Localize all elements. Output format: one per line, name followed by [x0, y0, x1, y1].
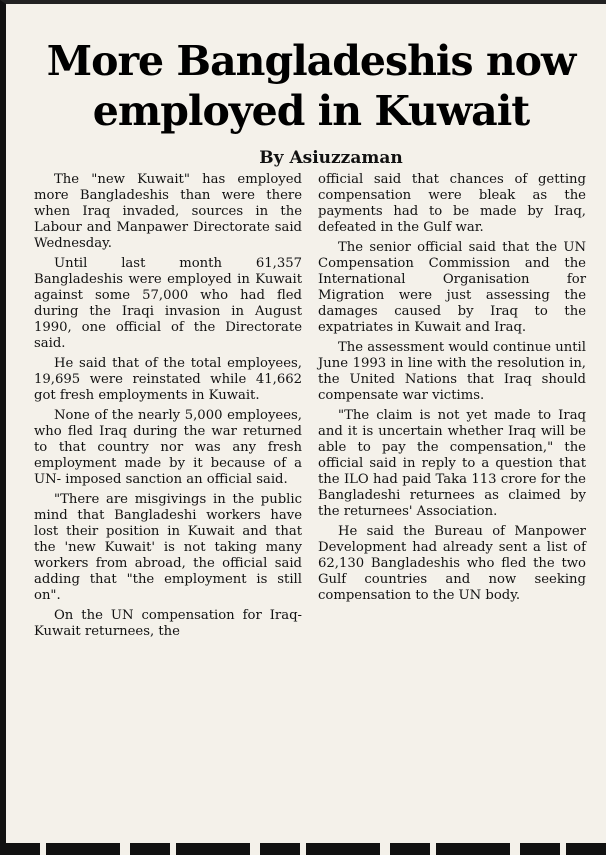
paragraph: On the UN compensation for Iraq-Kuwait returnees, the: [34, 608, 302, 639]
paragraph: The "new Kuwait" has employed more Bangladeshis than were there when Iraq invaded, sources in the Labour and Manpawer Directorate said Wednesday.: [34, 172, 302, 251]
paragraph: Until last month 61,357 Bangladeshis were employed in Kuwait against some 57,000 who had fled during the Iraqi invasion in August 1990, one official of the Directorate said.: [34, 256, 302, 351]
paragraph: The senior official said that the UN Compensation Commission and the International Organisation for Migration were just assessing the damages caused by Iraq to the expatriates in Kuwait and Iraq.: [318, 240, 586, 335]
byline: By Asiuzzaman: [259, 148, 403, 168]
column-right: [318, 172, 586, 644]
column-left: [34, 172, 302, 644]
paragraph: "There are misgivings in the public mind that Bangladeshi workers have lost their position in Kuwait and that the 'new Kuwait' is not taking many workers from abroad, the official said adding that "the employment is still on".: [34, 492, 302, 603]
paragraph: None of the nearly 5,000 employees, who fled Iraq during the war returned to that country nor was any fresh employment made by it because of a UN- imposed sanction an official said.: [34, 408, 302, 487]
next-article-headline-fragment: [0, 843, 606, 855]
headline: More Bangladeshis now employed in Kuwait: [46, 37, 576, 135]
paragraph: "The claim is not yet made to Iraq and it is uncertain whether Iraq will be able to pay the compensation," the official said in reply to a question that the ILO had paid Taka 113 crore for the Bangladeshi returnees as claimed by the returnees' Association.: [318, 408, 586, 519]
paragraph: The assessment would continue until June 1993 in line with the resolution in, the United Nations that Iraq should compensate war victims.: [318, 340, 586, 403]
paragraph: official said that chances of getting compensation were bleak as the payments had to be made by Iraq, defeated in the Gulf war.: [318, 172, 586, 235]
paragraph: He said the Bureau of Manpower Development had already sent a list of 62,130 Bangladeshis who fled the two Gulf countries and now seeking compensation to the UN body.: [318, 524, 586, 603]
paragraph: He said that of the total employees, 19,695 were reinstated while 41,662 got fresh employments in Kuwait.: [34, 356, 302, 403]
article-columns: [34, 172, 588, 644]
